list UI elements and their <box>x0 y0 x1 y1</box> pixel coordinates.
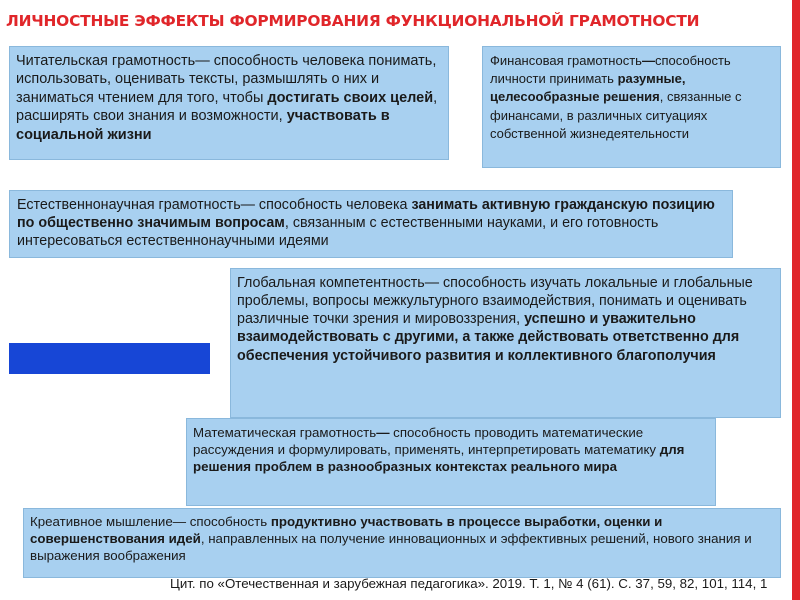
math-bold-1: для решения проблем в разнообразных контекстах реального мира <box>193 441 685 474</box>
creative-bold-1: продуктивно участвовать в процессе выработки, оценки и совершенствования идей <box>30 514 663 546</box>
science-text-2: , связанным с естественными науками, и его готовность интересоваться естественнонаучными идеями <box>17 215 659 250</box>
accent-bar <box>792 0 800 600</box>
math-dash: — <box>376 425 390 440</box>
global-competence-box <box>230 268 781 418</box>
reading-bold-1: достигать своих целей <box>267 89 434 106</box>
science-bold-1: занимать активную гражданскую позицию по общественно значимым вопросам <box>17 197 715 232</box>
slide-title: ЛИЧНОСТНЫЕ ЭФФЕКТЫ ФОРМИРОВАНИЯ ФУНКЦИОНАЛЬНОЙ ГРАМОТНОСТИ <box>6 12 700 30</box>
creative-text-2: , направленных на получение инновационных и эффективных решений, нового знания и выражения воображения <box>30 530 752 563</box>
reading-bold-2: участвовать в социальной жизни <box>16 108 390 143</box>
reading-text-1: Читательская грамотность— способность человека понимать, использовать, оценивать тексты, размышлять о них и заниматься чтением для того, чтобы <box>16 53 437 106</box>
financial-text-2: способность личности принимать <box>490 53 731 87</box>
decorative-block <box>9 343 210 374</box>
science-text-1: Естественнонаучная грамотность— способность человека <box>17 197 412 213</box>
creative-text-1: Креативное мышление— способность <box>30 514 271 529</box>
citation: Цит. по «Отечественная и зарубежная педагогика». 2019. Т. 1, № 4 (61). С. 37, 59, 82, 101, 114, 1 <box>170 576 768 591</box>
math-text-1: Математическая грамотность <box>193 425 377 440</box>
financial-text-1: Финансовая грамотность <box>490 53 642 68</box>
reading-text-2: , расширять свои знания и возможности, <box>16 89 438 125</box>
math-text-2: способность проводить математические рассуждения и формулировать, применять, интерпретировать математику <box>193 425 660 457</box>
financial-text-3: , связанные с финансами, в различных ситуациях собственной жизнедеятельности <box>490 89 742 141</box>
math-literacy-box <box>186 418 716 506</box>
global-text-1: Глобальная компетентность— способность изучать локальные и глобальные проблемы, вопросы межкультурного взаимодействия, понимать и оценивать различные точки зрения и мировоззрения, <box>237 275 753 328</box>
financial-literacy-box <box>482 46 781 168</box>
financial-dash: — <box>641 53 655 68</box>
reading-literacy-box <box>9 46 449 160</box>
science-literacy-box <box>9 190 733 258</box>
financial-bold-1: разумные, целесообразные решения <box>490 71 686 105</box>
global-bold-1: успешно и уважительно взаимодействовать с другими, а также действовать ответственно для обеспечения устойчивого развития и коллективного благополучия <box>237 311 740 364</box>
creative-thinking-box <box>23 508 781 578</box>
